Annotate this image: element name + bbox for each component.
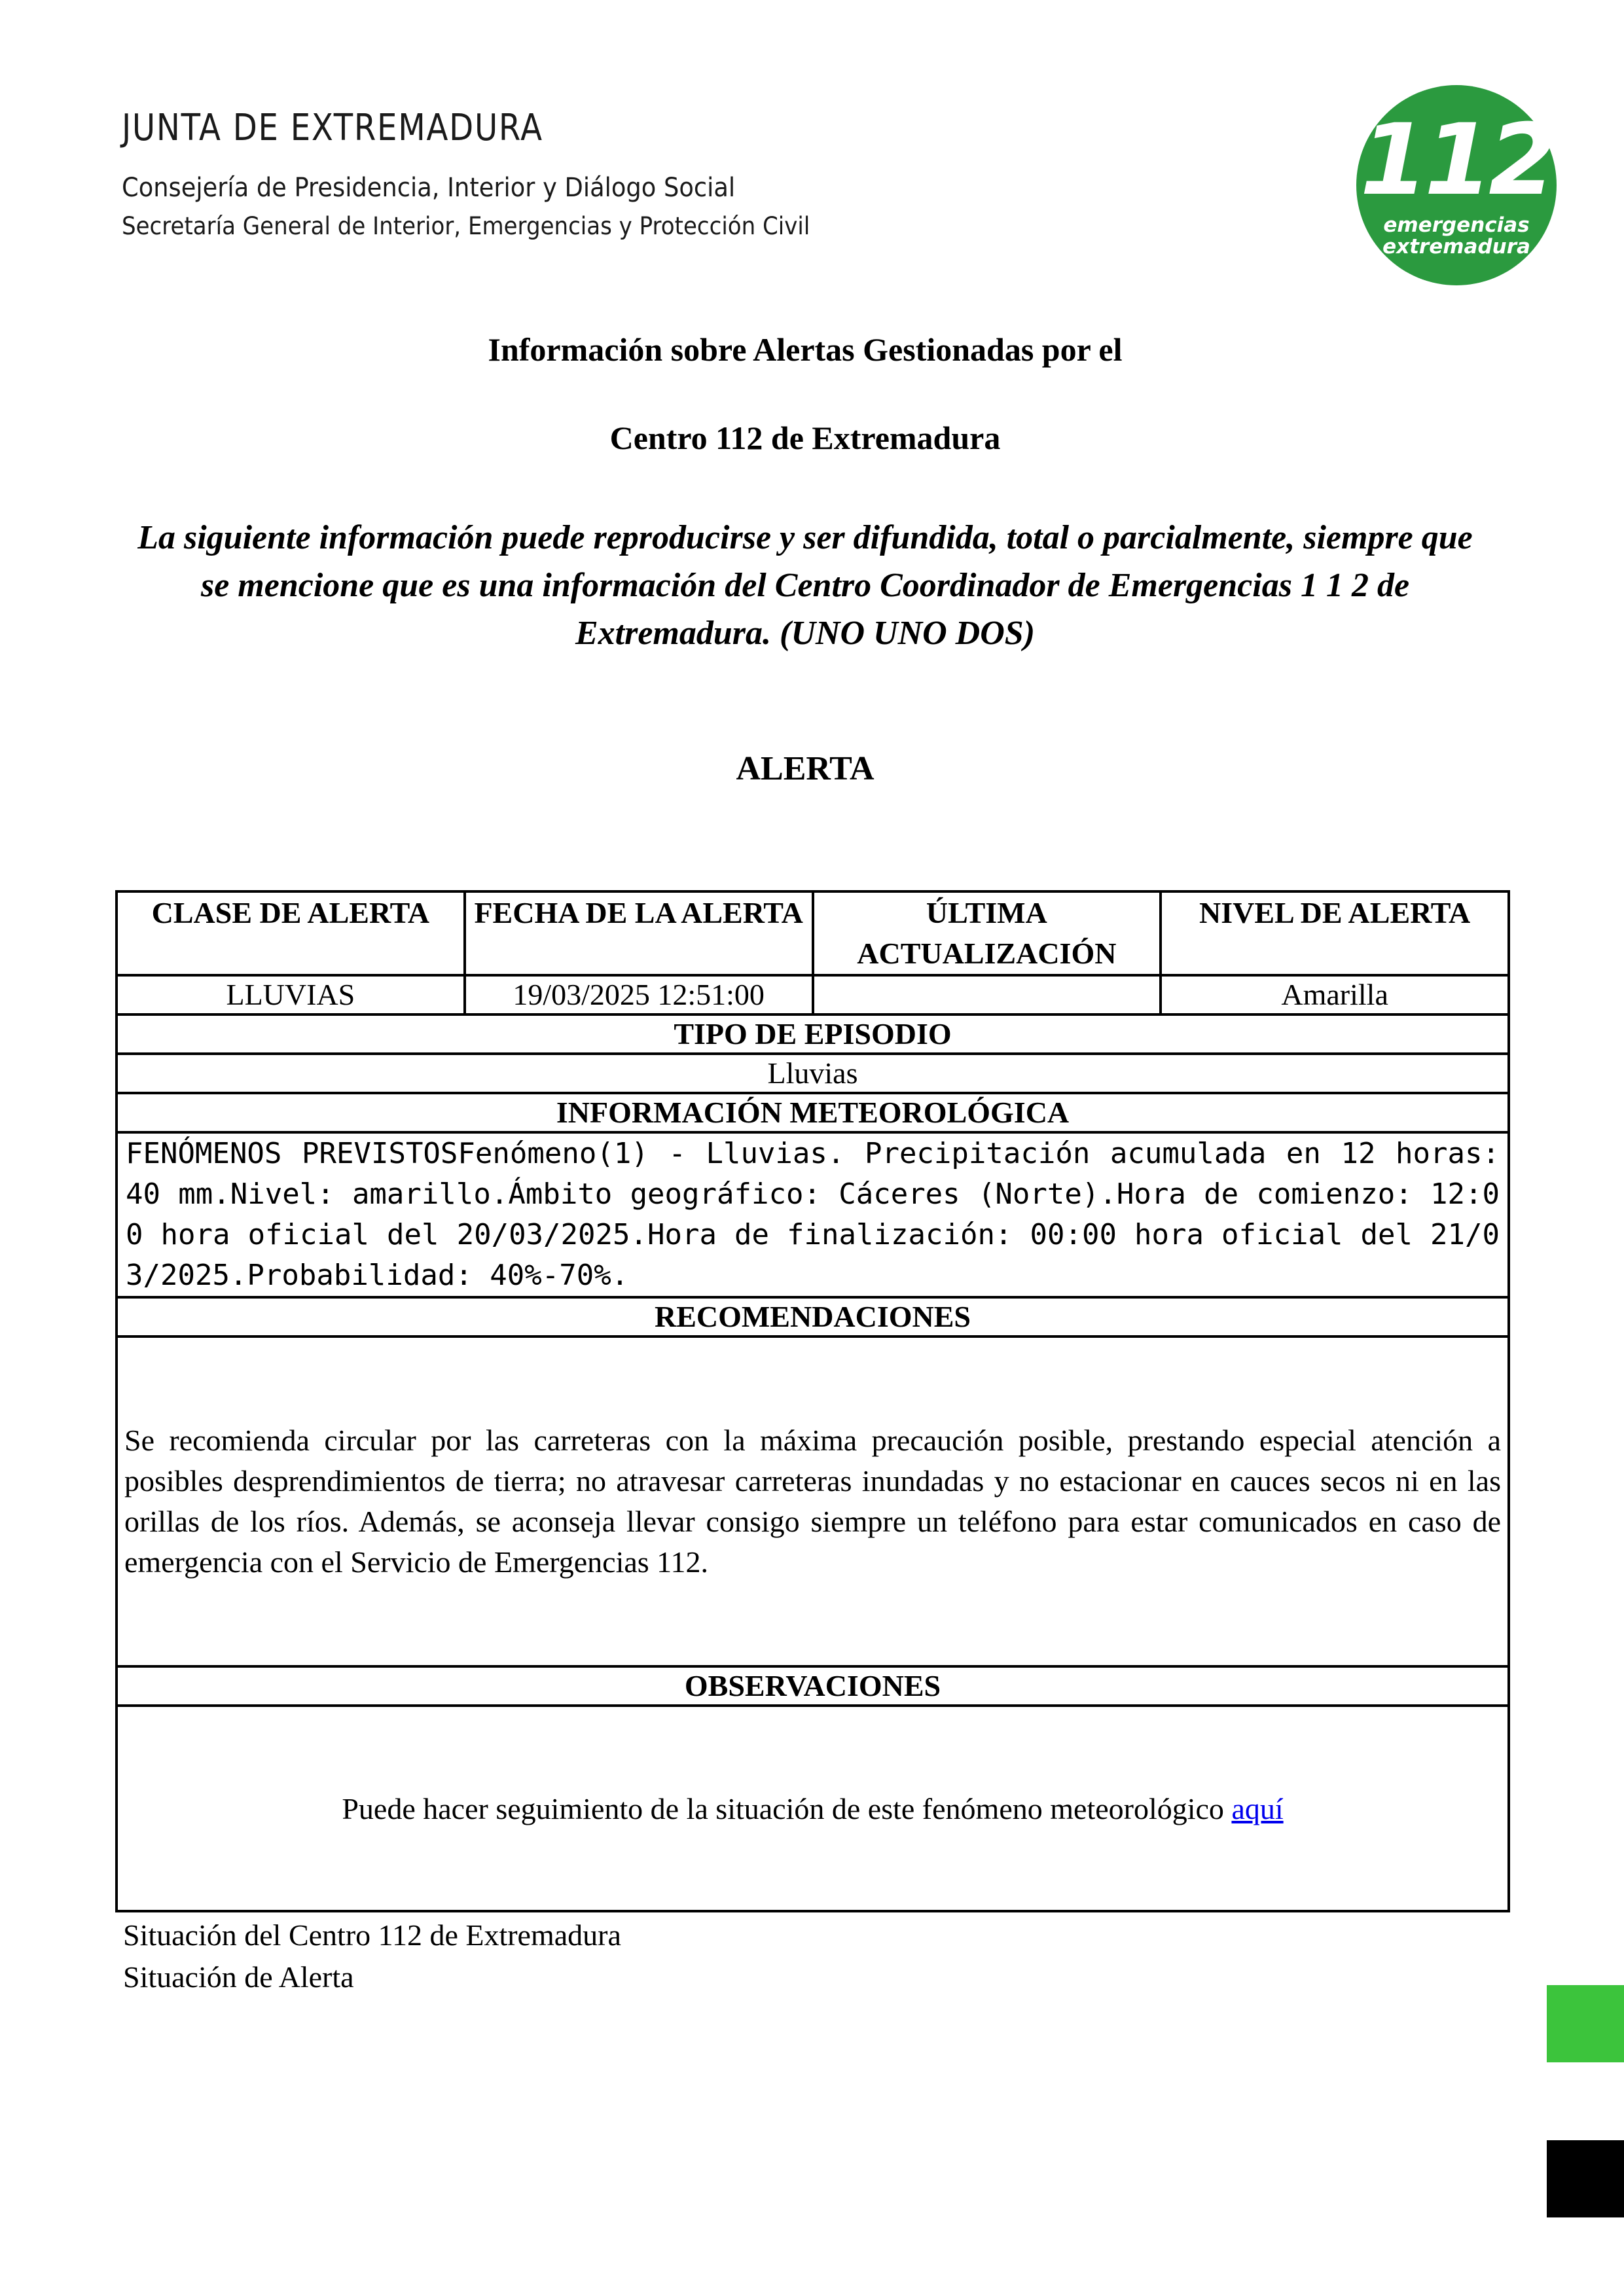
observations-label: OBSERVACIONES: [117, 1666, 1509, 1706]
black-marker-block: [1547, 2140, 1624, 2217]
value-alert-level: Amarilla: [1161, 975, 1509, 1014]
document-title-line1: Información sobre Alertas Gestionadas por el: [488, 331, 1123, 368]
header-alert-class: CLASE DE ALERTA: [117, 891, 465, 975]
meteo-info-label: INFORMACIÓN METEOROLÓGICA: [117, 1093, 1509, 1132]
footer-line2: Situación de Alerta: [123, 1960, 354, 1994]
logo-number: 112: [1360, 103, 1553, 217]
secretariat-name: Secretaría General de Interior, Emergencias y Protección Civil: [122, 212, 810, 240]
document-title-line2: Centro 112 de Extremadura: [609, 420, 1001, 456]
meteo-info-text: FENÓMENOS PREVISTOSFenómeno(1) - Lluvias. Precipitación acumulada en 12 horas: 40 mm.Nivel: amarillo.Ámbito geográfico: Cáceres (Norte).Hora de comienzo: 12:00 hora oficial del 20/03/2025.Hora de finalización: 00:00 hora oficial del 21/03/2025.Probabilidad: 40%-70%.: [117, 1132, 1509, 1297]
follow-situation-link[interactable]: aquí: [1231, 1791, 1284, 1825]
episode-type-label: TIPO DE EPISODIO: [117, 1014, 1509, 1054]
header-alert-date: FECHA DE LA ALERTA: [465, 891, 813, 975]
observations-text: Puede hacer seguimiento de la situación de este fenómeno meteorológico: [342, 1791, 1232, 1825]
episode-type-value: Lluvias: [117, 1054, 1509, 1093]
table-header-row: [117, 891, 1509, 975]
value-last-update: [813, 975, 1161, 1014]
observations-cell: [117, 1706, 1509, 1911]
institution-header: [122, 107, 870, 240]
value-alert-class: LLUVIAS: [117, 975, 465, 1014]
department-name: Consejería de Presidencia, Interior y Diálogo Social: [122, 173, 736, 203]
table-values-row: [117, 975, 1509, 1014]
footer: [123, 1914, 621, 1998]
value-alert-date: 19/03/2025 12:51:00: [465, 975, 813, 1014]
header-last-update: ÚLTIMA ACTUALIZACIÓN: [813, 891, 1161, 975]
recommendations-label: RECOMENDACIONES: [117, 1297, 1509, 1336]
reproduction-notice: La siguiente información puede reproducirse y ser difundida, total o parcialmente, siempre que se mencione que es una información del Centro Coordinador de Emergencias 1 1 2 de Extremadura. (UNO UNO DOS): [137, 519, 1473, 652]
emergencias-112-logo: [1356, 85, 1557, 285]
logo-line2: extremadura: [1382, 234, 1530, 259]
recommendations-text: Se recomienda circular por las carreteras con la máxima precaución posible, prestando especial atención a posibles desprendimientos de tierra; no atravesar carreteras inundadas y no estacionar en cauces secos ni en las orillas de los ríos. Además, se aconseja llevar consigo siempre un teléfono para estar comunicados en caso de emergencia con el Servicio de Emergencias 112.: [117, 1336, 1509, 1666]
alert-heading: ALERTA: [736, 750, 875, 787]
green-marker-block: [1547, 1985, 1624, 2062]
footer-line1: Situación del Centro 112 de Extremadura: [123, 1918, 621, 1952]
org-name: JUNTA DE EXTREMADURA: [122, 107, 543, 149]
logo-line1: emergencias: [1383, 213, 1530, 237]
alert-table: [115, 890, 1510, 1912]
header-alert-level: NIVEL DE ALERTA: [1161, 891, 1509, 975]
